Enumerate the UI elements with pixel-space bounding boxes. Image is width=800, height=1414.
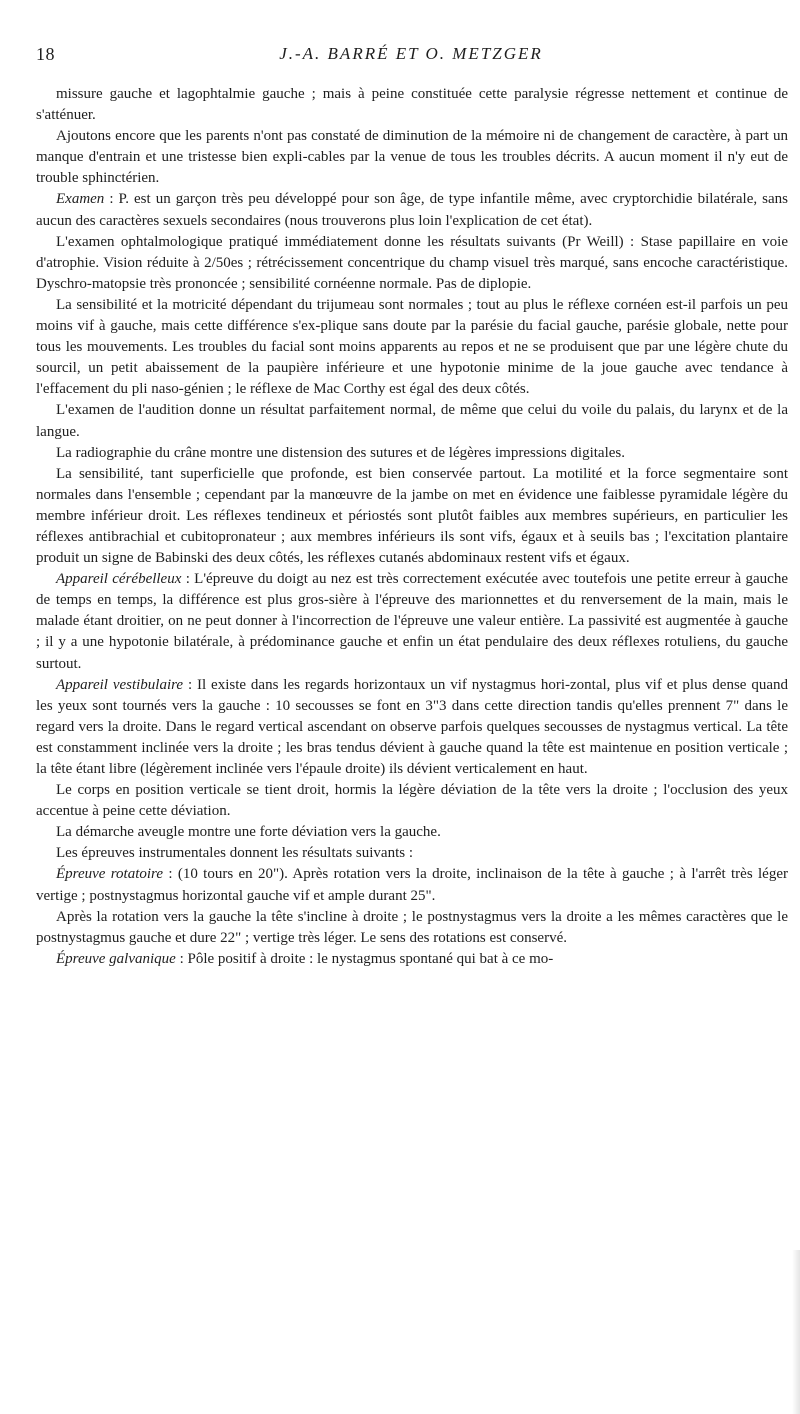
paragraph-lead: Épreuve rotatoire <box>56 866 163 883</box>
running-head: J.-A. BARRÉ ET O. METZGER <box>279 44 543 63</box>
body-text <box>36 84 788 970</box>
paragraph: Après la rotation vers la gauche la tête s'incline à droite ; le postnystagmus vers la droite a les mêmes caractères que le postnystagmus gauche et dure 22" ; vertige très léger. Le sens des rotations est conservé. <box>36 908 788 946</box>
paragraph-lead: Examen <box>56 191 105 208</box>
paragraph: Appareil vestibulaire : Il existe dans les regards horizontaux un vif nystagmus hori-zontal, plus vif et plus dense quand les yeux sont tournés vers la gauche : 10 secousses se font en 3"3 dans cette direction tandis qu'elles prennent 7" dans le regard vers la droite. Dans le regard vertical ascendant on observe parfois quelques secousses de nystagmus vertical. La tête est constamment inclinée vers la droite ; les bras tendus dévient à gauche quand la tête est maintenue en position verticale ; la tête étant libre (légèrement inclinée vers l'épaule droite) ils dévient verticalement en haut. <box>36 676 788 777</box>
page-number: 18 <box>36 44 55 64</box>
paragraph: Les épreuves instrumentales donnent les résultats suivants : <box>56 845 414 862</box>
paragraph: La démarche aveugle montre une forte déviation vers la gauche. <box>56 824 441 841</box>
paragraph: L'examen de l'audition donne un résultat parfaitement normal, de même que celui du voile du palais, du larynx et de la langue. <box>36 402 788 440</box>
paragraph: La sensibilité, tant superficielle que profonde, est bien conservée partout. La motilité et la force segmentaire sont normales dans l'ensemble ; cependant par la manœuvre de la jambe on met en évidence une faiblesse pyramidale légère du membre inférieur droit. Les réflexes tendineux et périostés sont plutôt faibles aux membres supérieurs, en particulier les réflexes antibrachial et cubitopronateur ; aux membres inférieurs ils sont vifs, égaux et à seuils bas ; l'excitation plantaire produit un signe de Babinski des deux côtés, les réflexes cutanés abdominaux restent vifs et égaux. <box>36 465 788 567</box>
paragraph: Épreuve galvanique : Pôle positif à droite : le nystagmus spontané qui bat à ce mo- <box>56 950 554 967</box>
paragraph: La sensibilité et la motricité dépendant du trijumeau sont normales ; tout au plus le réflexe cornéen est-il parfois un peu moins vif à gauche, mais cette différence s'ex-plique sans doute par la parésie du facial gauche, parésie globale, nette pour tous les mouvements. Les troubles du facial sont moins apparents au repos et ne se produisent que par une légère chute du sourcil, un petit abaissement de la paupière inférieure et une hypotonie minime de la joue gauche avec tendance à l'effacement du pli naso-génien ; le réflexe de Mac Corthy est égal des deux côtés. <box>36 296 788 398</box>
paragraph-lead: Épreuve galvanique <box>56 950 176 967</box>
paragraph: La radiographie du crâne montre une distension des sutures et de légères impressions digitales. <box>56 444 626 461</box>
page-edge-shadow <box>792 1250 800 1414</box>
paragraph-lead: Appareil vestibulaire <box>56 676 184 693</box>
paragraph-lead: Appareil cérébelleux <box>56 571 182 588</box>
paragraph: L'examen ophtalmologique pratiqué immédiatement donne les résultats suivants (Pr Weill) : Stase papillaire en voie d'atrophie. Vision réduite à 2/50es ; rétrécissement concentrique du champ visuel très marqué, sans encoche caractéristique. Dyschro-matopsie très prononcée ; sensibilité cornéenne normale. Pas de diplopie. <box>36 233 788 292</box>
paragraph: missure gauche et lagophtalmie gauche ; mais à peine constituée cette paralysie régresse nettement et continue de s'atténuer. <box>36 86 788 124</box>
paragraph: Le corps en position verticale se tient droit, hormis la légère déviation de la tête vers la droite ; l'occlusion des yeux accentue à peine cette déviation. <box>36 782 788 820</box>
paragraph: Ajoutons encore que les parents n'ont pas constaté de diminution de la mémoire ni de changement de caractère, à part un manque d'entrain et une tristesse bien expli-cables par la venue de tous les troubles décrits. A aucun moment il n'y eut de trouble sphinctérien. <box>36 128 788 187</box>
paragraph: Appareil cérébelleux : L'épreuve du doigt au nez est très correctement exécutée avec toutefois une petite erreur à gauche de temps en temps, la différence est plus gros-sière à l'épreuve des marionnettes et du renversement de la main, mais le malade étant droitier, on ne peut donner à l'incorrection de l'épreuve une valeur entière. La passivité est augmentée à gauche ; il y a une hypotonie bilatérale, à prédominance gauche et enfin un état pendulaire des deux réflexes rotuliens, du gauche surtout. <box>36 571 788 672</box>
paragraph: Examen : P. est un garçon très peu développé pour son âge, de type infantile même, avec cryptorchidie bilatérale, sans aucun des caractères sexuels secondaires (nous trouverons plus loin l'explication de cet état). <box>36 191 788 229</box>
paragraph: Épreuve rotatoire : (10 tours en 20"). Après rotation vers la droite, inclinaison de la tête à gauche ; à l'arrêt très léger vertige ; postnystagmus horizontal gauche vif et ample durant 25". <box>36 866 788 904</box>
page-header <box>36 44 784 70</box>
